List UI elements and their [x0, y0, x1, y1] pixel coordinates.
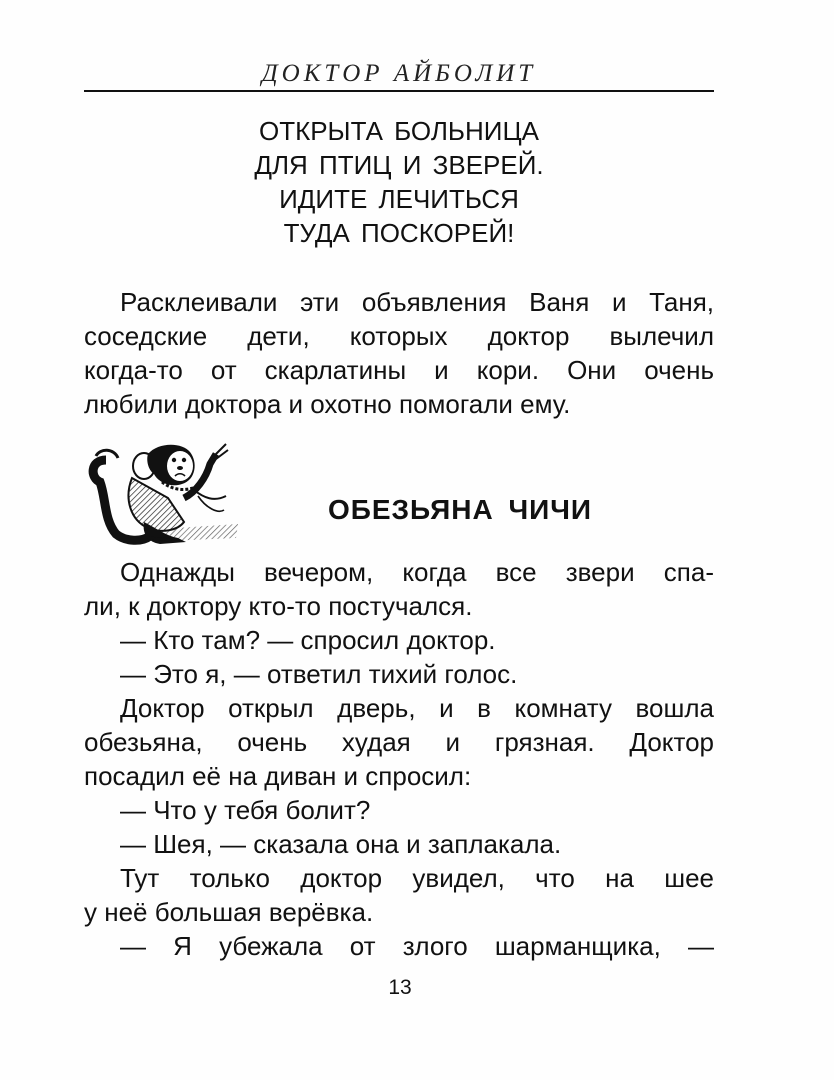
dialogue-line: — Шея, — сказала она и заплакала. — [120, 829, 562, 859]
paragraph — [84, 285, 714, 421]
text-line: Тут только доктор увидел, что на шее — [120, 863, 714, 893]
text-line: соседские дети, которых доктор вылечил — [84, 321, 714, 351]
notice-line: ТУДА ПОСКОРЕЙ! — [283, 218, 515, 248]
text-line: посадил её на диван и спросил: — [84, 761, 472, 791]
text-line: любили доктора и охотно помогали ему. — [84, 389, 571, 419]
dialogue-line: — Это я, — ответил тихий голос. — [120, 659, 518, 689]
text-line: когда-то от скарлатины и кори. Они очень — [84, 355, 714, 385]
text-line: Однажды вечером, когда все звери спа- — [120, 557, 714, 587]
notice-block — [84, 114, 714, 250]
dialogue-line: — Кто там? — спросил доктор. — [120, 625, 496, 655]
chapter-body — [84, 555, 714, 963]
text-line: Расклеивали эти объявления Ваня и Таня, — [120, 287, 714, 317]
dialogue-line: — Что у тебя болит? — [120, 795, 371, 825]
notice-line: ОТКРЫТА БОЛЬНИЦА — [258, 116, 540, 146]
running-head: ДОКТОР АЙБОЛИТ — [261, 60, 537, 87]
text-line: ли, к доктору кто-то постучался. — [84, 591, 473, 621]
header-rule — [84, 90, 714, 92]
notice-line: ДЛЯ ПТИЦ И ЗВЕРЕЙ. — [254, 150, 544, 180]
notice-line: ИДИТЕ ЛЕЧИТЬСЯ — [279, 184, 519, 214]
text-line: у неё большая верёвка. — [84, 897, 374, 927]
chapter-title: ОБЕЗЬЯНА ЧИЧИ — [327, 494, 593, 525]
text-line: Доктор открыл дверь, и в комнату вошла — [120, 693, 714, 723]
monkey-illustration — [86, 438, 242, 548]
text-line: обезьяна, очень худая и грязная. Доктор — [84, 727, 714, 757]
page-number: 13 — [388, 976, 412, 999]
dialogue-line: — Я убежала от злого шарманщика, — — [120, 931, 714, 961]
